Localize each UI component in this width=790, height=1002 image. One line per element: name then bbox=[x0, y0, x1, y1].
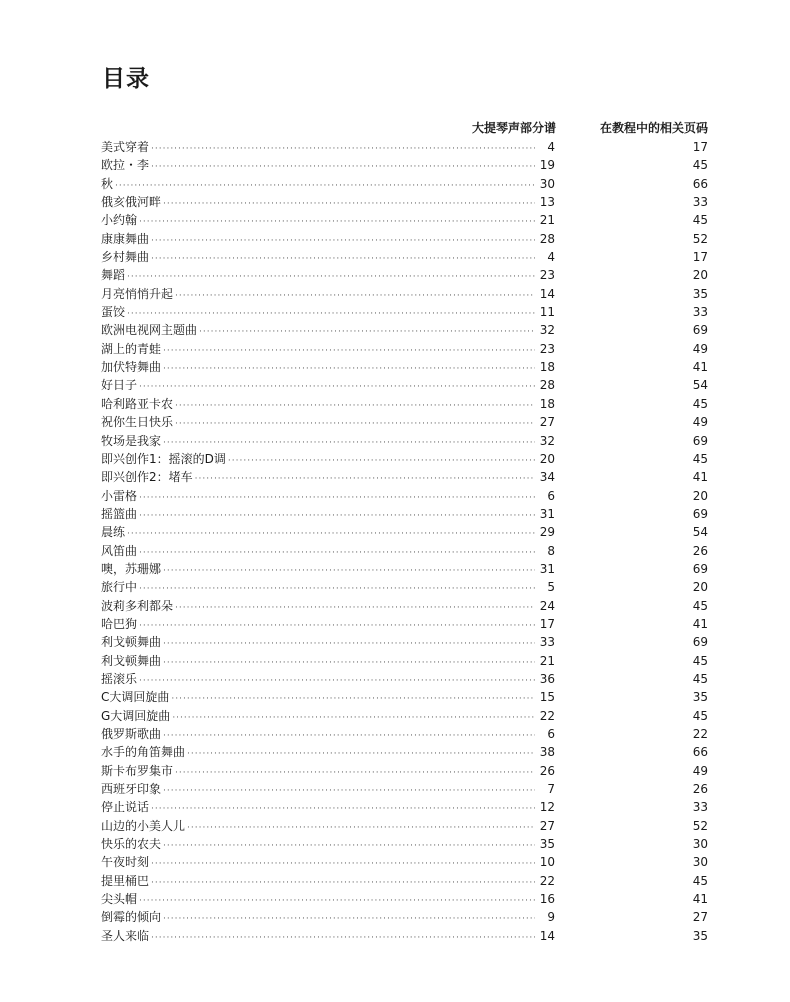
toc-entry-title: 摇滚乐 bbox=[101, 671, 138, 686]
toc-entry-title: 哈利路亚卡农 bbox=[101, 396, 174, 411]
dot-leader bbox=[163, 910, 535, 928]
toc-entry-cello-page: 18 bbox=[539, 360, 555, 375]
column-header-tutorial-page: 在教程中的相关页码 bbox=[599, 121, 708, 135]
dot-leader bbox=[139, 507, 535, 525]
toc-entry-title: 波莉多利都朵 bbox=[101, 598, 174, 613]
toc-entry-title: 湖上的青蛙 bbox=[101, 341, 162, 356]
toc-entry[interactable] bbox=[101, 303, 708, 321]
toc-entry-cello-page: 23 bbox=[539, 341, 555, 356]
dot-leader bbox=[175, 764, 535, 782]
toc-entry-cello-page: 35 bbox=[539, 837, 555, 852]
toc-entry-cello-page: 32 bbox=[539, 323, 555, 338]
toc-entry-title: 西班牙印象 bbox=[101, 782, 162, 797]
dot-leader bbox=[139, 378, 535, 396]
toc-entry[interactable] bbox=[101, 487, 708, 505]
dot-leader bbox=[175, 397, 535, 415]
toc-entry-tutorial-page: 66 bbox=[692, 176, 708, 191]
dot-leader bbox=[175, 599, 535, 617]
toc-entry-title: 欧拉・李 bbox=[101, 158, 150, 173]
toc-entry-cello-page: 21 bbox=[539, 653, 555, 668]
toc-entry-cello-page: 15 bbox=[539, 690, 555, 705]
toc-entry[interactable] bbox=[101, 652, 708, 670]
toc-entry-title: 舞蹈 bbox=[101, 268, 126, 283]
toc-entry-tutorial-page: 54 bbox=[692, 525, 708, 540]
toc-entry-tutorial-page: 45 bbox=[692, 873, 708, 888]
toc-entry-cello-page: 27 bbox=[539, 818, 555, 833]
dot-leader bbox=[127, 305, 535, 323]
toc-entry-title: 山边的小美人儿 bbox=[101, 818, 186, 833]
toc-entry-title: 俄罗斯歌曲 bbox=[101, 727, 162, 741]
toc-entry-cello-page: 29 bbox=[539, 525, 555, 540]
toc-entry-tutorial-page: 69 bbox=[692, 433, 708, 448]
page-title: 目录 bbox=[102, 66, 150, 92]
toc-entry[interactable] bbox=[101, 817, 708, 835]
toc-entry[interactable] bbox=[101, 688, 708, 706]
toc-entry-cello-page: 14 bbox=[539, 286, 555, 301]
toc-entry-title: 快乐的农夫 bbox=[101, 837, 162, 852]
toc-entry-cello-page: 38 bbox=[539, 745, 555, 760]
toc-entry-title: 水手的角笛舞曲 bbox=[101, 745, 186, 760]
dot-leader bbox=[195, 470, 535, 488]
dot-leader bbox=[163, 195, 535, 213]
toc-entry-cello-page: 22 bbox=[539, 873, 555, 888]
toc-entry-tutorial-page: 41 bbox=[692, 360, 708, 375]
dot-leader bbox=[139, 892, 535, 910]
toc-entry-title: 尖头帽 bbox=[101, 892, 138, 907]
dot-leader bbox=[163, 635, 535, 653]
toc-entry-cello-page: 8 bbox=[547, 543, 555, 558]
toc-entry-tutorial-page: 66 bbox=[692, 745, 708, 760]
toc-entry[interactable] bbox=[101, 707, 708, 725]
toc-entry-tutorial-page: 33 bbox=[692, 195, 708, 210]
dot-leader bbox=[151, 874, 535, 892]
toc-entry-title: 利戈顿舞曲 bbox=[101, 653, 162, 668]
toc-entry-tutorial-page: 41 bbox=[692, 892, 708, 907]
toc-entry[interactable] bbox=[101, 285, 708, 303]
dot-leader bbox=[172, 709, 535, 727]
toc-entry-title: 即兴创作1：摇滚的D调 bbox=[101, 451, 226, 466]
toc-entry-cello-page: 17 bbox=[539, 616, 555, 631]
dot-leader bbox=[127, 525, 535, 543]
toc-entry-tutorial-page: 26 bbox=[692, 782, 708, 797]
dot-leader bbox=[175, 415, 535, 433]
toc-entry-cello-page: 4 bbox=[547, 140, 555, 154]
toc-entry-title: 康康舞曲 bbox=[101, 231, 150, 246]
toc-entry[interactable] bbox=[101, 542, 708, 560]
toc-entry[interactable] bbox=[101, 762, 708, 780]
toc-entry-tutorial-page: 69 bbox=[692, 323, 708, 338]
dot-leader bbox=[163, 782, 535, 800]
toc-entry-title: C大调回旋曲 bbox=[101, 690, 170, 705]
toc-entry-cello-page: 32 bbox=[539, 433, 555, 448]
toc-entry[interactable] bbox=[101, 908, 708, 926]
dot-leader bbox=[139, 672, 535, 690]
toc-entry-tutorial-page: 45 bbox=[692, 653, 708, 668]
dot-leader bbox=[127, 268, 535, 286]
toc-entry-title: 小雷格 bbox=[101, 488, 138, 503]
toc-entry-cello-page: 23 bbox=[539, 268, 555, 283]
toc-entry-title: 秋 bbox=[101, 176, 114, 191]
dot-leader bbox=[228, 452, 535, 470]
dot-leader bbox=[163, 360, 535, 378]
dot-leader bbox=[175, 287, 535, 305]
toc-entry[interactable] bbox=[101, 413, 708, 431]
dot-leader bbox=[163, 434, 535, 452]
toc-entry-title: 斯卡布罗集市 bbox=[101, 763, 174, 778]
toc-entry-tutorial-page: 17 bbox=[692, 140, 708, 154]
toc-entry[interactable] bbox=[101, 505, 708, 523]
toc-entry-title: 倒霉的倾向 bbox=[101, 910, 162, 925]
toc-entry[interactable] bbox=[101, 615, 708, 633]
dot-leader bbox=[151, 855, 535, 873]
toc-entry[interactable] bbox=[101, 395, 708, 413]
toc-entry-cello-page: 5 bbox=[547, 580, 555, 595]
toc-entry[interactable] bbox=[101, 835, 708, 853]
dot-leader bbox=[187, 745, 535, 763]
toc-entry-tutorial-page: 69 bbox=[692, 635, 708, 650]
toc-entry-title: 提里桶巴 bbox=[101, 873, 150, 888]
toc-entry-cello-page: 21 bbox=[539, 213, 555, 228]
toc-entry-cello-page: 24 bbox=[539, 598, 555, 613]
toc-entry-title: 祝你生日快乐 bbox=[101, 415, 174, 430]
toc-entry-cello-page: 6 bbox=[547, 727, 555, 741]
toc-entry[interactable] bbox=[101, 358, 708, 376]
toc-entry-cello-page: 27 bbox=[539, 415, 555, 430]
toc-entry[interactable] bbox=[101, 266, 708, 284]
toc-entry[interactable] bbox=[101, 175, 708, 193]
toc-entry[interactable] bbox=[101, 376, 708, 394]
toc-entry-title: 乡村舞曲 bbox=[101, 250, 150, 265]
toc-entry-cello-page: 30 bbox=[539, 176, 555, 191]
toc-entry-title: 噢，苏珊娜 bbox=[101, 561, 162, 576]
toc-entry-title: 风笛曲 bbox=[101, 543, 138, 558]
toc-entry[interactable] bbox=[101, 432, 708, 450]
toc-entry[interactable] bbox=[101, 578, 708, 596]
toc-entry-tutorial-page: 41 bbox=[692, 470, 708, 485]
toc-entry-title: 晨练 bbox=[101, 525, 126, 540]
toc-entry-tutorial-page: 52 bbox=[692, 818, 708, 833]
dot-leader bbox=[163, 837, 535, 855]
dot-leader bbox=[139, 544, 535, 562]
toc-entry-cello-page: 34 bbox=[539, 470, 555, 485]
toc-entry[interactable] bbox=[101, 340, 708, 358]
toc-entry[interactable] bbox=[101, 321, 708, 339]
dot-leader bbox=[163, 654, 535, 672]
toc-entry-cello-page: 36 bbox=[539, 671, 555, 686]
toc-entry-cello-page: 26 bbox=[539, 763, 555, 778]
column-header-cello-part: 大提琴声部分谱 bbox=[471, 121, 556, 135]
toc-entry-cello-page: 22 bbox=[539, 708, 555, 723]
toc-entry-tutorial-page: 49 bbox=[692, 763, 708, 778]
toc-entry[interactable] bbox=[101, 248, 708, 266]
dot-leader bbox=[139, 617, 535, 635]
toc-entry-title: 牧场是我家 bbox=[101, 433, 162, 448]
dot-leader bbox=[151, 250, 535, 268]
toc-entry-tutorial-page: 45 bbox=[692, 708, 708, 723]
dot-leader bbox=[115, 177, 535, 195]
toc-entry-tutorial-page: 49 bbox=[692, 341, 708, 356]
dot-leader bbox=[139, 580, 535, 598]
toc-entry-cello-page: 7 bbox=[547, 782, 555, 797]
toc-entry-title: 停止说话 bbox=[101, 800, 150, 815]
toc-entry-tutorial-page: 45 bbox=[692, 158, 708, 173]
dot-leader bbox=[187, 819, 535, 837]
toc-entry[interactable] bbox=[101, 468, 708, 486]
dot-leader bbox=[163, 342, 535, 360]
toc-entry[interactable] bbox=[101, 670, 708, 688]
toc-entry-tutorial-page: 35 bbox=[692, 286, 708, 301]
table-of-contents bbox=[101, 138, 708, 945]
toc-entry[interactable] bbox=[101, 872, 708, 890]
toc-entry-title: 蛋饺 bbox=[101, 305, 126, 320]
toc-entry-cello-page: 31 bbox=[539, 561, 555, 576]
toc-entry-title: 利戈顿舞曲 bbox=[101, 635, 162, 650]
toc-entry-cello-page: 12 bbox=[539, 800, 555, 815]
toc-entry-tutorial-page: 17 bbox=[692, 250, 708, 265]
toc-entry-cello-page: 4 bbox=[547, 250, 555, 265]
toc-entry[interactable] bbox=[101, 230, 708, 248]
dot-leader bbox=[151, 800, 535, 818]
toc-entry-cello-page: 6 bbox=[547, 488, 555, 503]
toc-entry[interactable] bbox=[101, 523, 708, 541]
toc-entry-tutorial-page: 45 bbox=[692, 598, 708, 613]
toc-entry[interactable] bbox=[101, 156, 708, 174]
dot-leader bbox=[151, 140, 535, 158]
toc-entry[interactable] bbox=[101, 211, 708, 229]
toc-entry[interactable] bbox=[101, 560, 708, 578]
toc-entry-tutorial-page: 45 bbox=[692, 213, 708, 228]
toc-entry-cello-page: 16 bbox=[539, 892, 555, 907]
toc-entry-title: 俄亥俄河畔 bbox=[101, 195, 162, 210]
toc-entry-title: 圣人来临 bbox=[101, 928, 150, 943]
toc-entry-tutorial-page: 45 bbox=[692, 671, 708, 686]
toc-entry-title: 好日子 bbox=[101, 378, 138, 393]
toc-entry-cello-page: 14 bbox=[539, 928, 555, 943]
toc-entry-cello-page: 28 bbox=[539, 378, 555, 393]
toc-entry-tutorial-page: 35 bbox=[692, 928, 708, 943]
toc-entry-cello-page: 20 bbox=[539, 451, 555, 466]
toc-entry-cello-page: 31 bbox=[539, 506, 555, 521]
toc-entry-tutorial-page: 33 bbox=[692, 305, 708, 320]
toc-entry-title: 午夜时刻 bbox=[101, 855, 150, 870]
dot-leader bbox=[151, 929, 535, 947]
toc-entry-cello-page: 28 bbox=[539, 231, 555, 246]
toc-entry[interactable] bbox=[101, 927, 708, 945]
toc-entry[interactable] bbox=[101, 633, 708, 651]
toc-entry[interactable] bbox=[101, 138, 708, 156]
dot-leader bbox=[199, 323, 535, 341]
toc-entry-tutorial-page: 54 bbox=[692, 378, 708, 393]
toc-entry-tutorial-page: 20 bbox=[692, 268, 708, 283]
toc-entry-tutorial-page: 20 bbox=[692, 580, 708, 595]
toc-entry-tutorial-page: 22 bbox=[692, 727, 708, 741]
toc-entry[interactable] bbox=[101, 725, 708, 743]
dot-leader bbox=[171, 690, 535, 708]
toc-entry-title: 小约翰 bbox=[101, 213, 138, 228]
toc-entry-title: 摇篮曲 bbox=[101, 506, 138, 521]
toc-entry-tutorial-page: 30 bbox=[692, 855, 708, 870]
toc-entry-cello-page: 9 bbox=[547, 910, 555, 925]
toc-entry-title: 即兴创作2：堵车 bbox=[101, 470, 193, 485]
toc-entry-tutorial-page: 27 bbox=[692, 910, 708, 925]
dot-leader bbox=[139, 213, 535, 231]
toc-entry-cello-page: 19 bbox=[539, 158, 555, 173]
toc-entry-title: 欧洲电视网主题曲 bbox=[101, 323, 198, 338]
toc-entry[interactable] bbox=[101, 853, 708, 871]
dot-leader bbox=[151, 232, 535, 250]
toc-entry-tutorial-page: 49 bbox=[692, 415, 708, 430]
toc-entry-cello-page: 10 bbox=[539, 855, 555, 870]
toc-entry[interactable] bbox=[101, 450, 708, 468]
dot-leader bbox=[151, 158, 535, 176]
toc-entry-title: 旅行中 bbox=[101, 580, 138, 595]
toc-entry-title: 加伏特舞曲 bbox=[101, 360, 162, 375]
toc-entry-tutorial-page: 35 bbox=[692, 690, 708, 705]
toc-entry-cello-page: 18 bbox=[539, 396, 555, 411]
toc-entry[interactable] bbox=[101, 193, 708, 211]
toc-entry-tutorial-page: 52 bbox=[692, 231, 708, 246]
toc-entry[interactable] bbox=[101, 798, 708, 816]
toc-entry-title: 月亮悄悄升起 bbox=[101, 286, 174, 301]
dot-leader bbox=[163, 727, 535, 745]
toc-entry-tutorial-page: 33 bbox=[692, 800, 708, 815]
toc-entry-tutorial-page: 69 bbox=[692, 506, 708, 521]
toc-entry[interactable] bbox=[101, 597, 708, 615]
toc-entry-cello-page: 33 bbox=[539, 635, 555, 650]
toc-entry-tutorial-page: 69 bbox=[692, 561, 708, 576]
toc-entry-tutorial-page: 26 bbox=[692, 543, 708, 558]
toc-entry-title: 哈巴狗 bbox=[101, 616, 138, 631]
toc-entry[interactable] bbox=[101, 780, 708, 798]
toc-entry-tutorial-page: 20 bbox=[692, 488, 708, 503]
dot-leader bbox=[163, 562, 535, 580]
dot-leader bbox=[139, 489, 535, 507]
toc-entry[interactable] bbox=[101, 743, 708, 761]
toc-entry-tutorial-page: 45 bbox=[692, 451, 708, 466]
toc-entry-tutorial-page: 30 bbox=[692, 837, 708, 852]
toc-entry-title: 美式穿着 bbox=[101, 140, 150, 154]
toc-entry-title: G大调回旋曲 bbox=[101, 708, 171, 723]
toc-entry[interactable] bbox=[101, 890, 708, 908]
toc-entry-tutorial-page: 41 bbox=[692, 616, 708, 631]
toc-entry-cello-page: 13 bbox=[539, 195, 555, 210]
toc-entry-cello-page: 11 bbox=[539, 305, 555, 320]
toc-entry-tutorial-page: 45 bbox=[692, 396, 708, 411]
